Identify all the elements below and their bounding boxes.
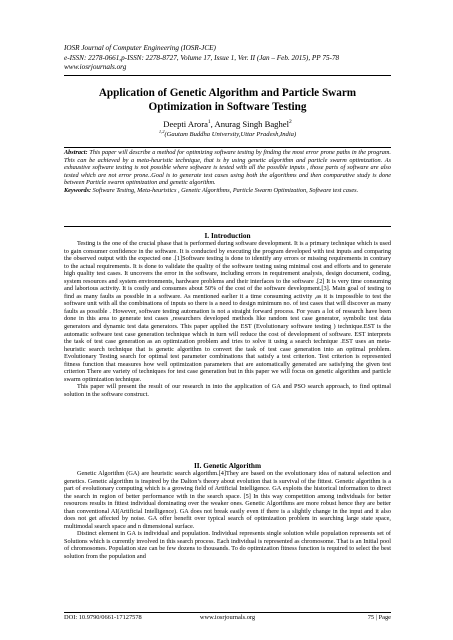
abstract-block [64,149,391,194]
author-2: Anurag Singh Baghel [214,118,289,129]
abstract-top-rule [64,147,391,148]
journal-website: www.iosrjournals.org [64,63,127,72]
author-2-sup: 2 [288,119,292,125]
keywords-label: Keywords: [64,186,92,194]
abstract-bottom-rule [64,226,391,227]
abstract-label: Abstract: [64,149,88,156]
author-separator: , [210,118,215,129]
author-1: Deepti Arora [163,118,208,129]
journal-name: IOSR Journal of Computer Engineering (IOSR-JCE) [64,44,216,52]
paper-title [64,86,391,114]
footer-page-number: 75 | Page [367,614,391,621]
section-2-heading: II. Genetic Algorithm [193,461,262,470]
section-2-paragraph-2: Distinct element in GA is individual and population. Individual represents single solution while population represents set of Solutions which is currently involved in this search process. Each individual is represented as chromosome. That is an Initial pool of chromosomes. Population size can be few dozens to thousands. To do optimization fitness function is required to select the best solution from the population and [64,530,391,561]
title-line-2: Optimization in Software Testing [148,101,307,113]
affiliation [64,128,391,139]
author-1-sup: 1 [207,119,211,125]
keywords-text: Software Testing, Meta-heuristics , Genetic Algorithms, Particle Swarm Optimization, Software test cases. [91,186,359,194]
journal-header [64,44,394,73]
affiliation-text: (Gautam Buddha University,Uttar Pradesh,India) [164,131,297,139]
title-line-1: Application of Genetic Algorithm and Particle Swarm [98,87,357,99]
section-2-body [64,470,391,561]
footer-rule [64,612,391,613]
section-1-heading: I. Introduction [204,231,251,240]
section-1-body [64,240,391,398]
section-1-paragraph-2: This paper will present the result of our research in into the application of GA and PSO search approach, to find optimal solution in the software construct. [64,383,391,398]
section-2-paragraph-1: Genetic Algorithm (GA) are heuristic search algorithm.[4]They are based on the evolutionary idea of natural selection and genetics. Genetic algorithm is inspired by the Dalton’s theory about evolution that is survival of the fittest. Genetic algorithm is a part of evolutionary computing which is a growing field of Artificial Intelligence. GA exploits the historical information to direct the search in region of better performance with in the search space. [5] In this way competition among individuals for better resources results in fittest individual dominating over the weaker ones. Genetic Algorithms are more robust hence they are better than conventional AI(Artificial Intelligence). GA does not break easily even if there is a slightly change in the input and it also does not get affected by noise. GA offer benefit over typical search of optimization problem in searching large state space, multimodal search space and n dimensional surface. [64,470,391,530]
affiliation-sup: 1,2 [158,129,165,134]
header-rule [64,75,391,76]
abstract [64,149,391,187]
section-1-paragraph-1: Testing is the one of the crucial phase that is performed during software development. It is a primary technique which is used to gain consumer confidence in the software. It is conducted by executing the program developed with test inputs and comparing the observed output with the expected one .[1]Software testing is done to identify any errors or missing requirements in contrary to the actual requirements. It is done to validate the quality of the software testing using minimal cost and efforts and to generate high quality test cases. It uncovers the error in the software, including errors in requirement analysis, design document, coding, system resources and system environments, hardware problems and their interfaces to the software .[2] It is very time consuming and laborious activity. It is costly and consumes about 50% of the cost of the software development.[3]. Main goal of testing to find as many faults as possible in a software. As mentioned earlier it a time consuming activity ,as it is impossible to test the software unit with all the combinations of inputs so there is a need to design minimum no. of test cases that will discover as many faults as possible . However, software testing automation is not a straight forward process. For years a lot of research have been done in this area to generate test cases ,researchers developed methods like random test case generator, symbolic test data generators and dynamic test data generators. This paper applied the EST (Evolutionary software testing ) technique.EST is the automatic software test case generation technique which in turn will reduce the cost of development of software. EST interprets the task of test case generation as an optimization problem and tries to solve it using a search technique .EST uses an meta-heuristic search technique that is genetic algorithm to convert the task of test case generation into an optimal problem. Evolutionary Testing search for optimal test parameter combinations that satisfy a test criterion. Test criterion is represented fitness function that measures how well optimization parameters that are automatically generated are satisfying the given test criterion There are variety of techniques for test case generation but in this paper we will focus on genetic algorithm and particle swarm optimization technique. [64,240,391,383]
issn-line: e-ISSN: 2278-0661,p-ISSN: 2278-8727, Volume 17, Issue 1, Ver. II (Jan – Feb. 2015), PP 75-78 [64,53,340,62]
keywords [64,187,391,195]
footer-website: www.iosrjournals.org [199,614,256,621]
abstract-text: This paper will describe a method for optimizing software testing by finding the most error prone paths in the program. This can be achieved by a meta-heuristic technique, that is by using genetic algorithm and particle swarm optimization. As exhaustive software testing is not possible where software is tested with all the possible inputs , those parts of software are also tested which are not error prone..Goal is to generate test cases using both the algorithms and then comparative study is done between Particle swarm optimization and genetic algorithm. [64,149,391,187]
footer-doi: DOI: 10.9790/0661-17127578 [64,614,142,621]
